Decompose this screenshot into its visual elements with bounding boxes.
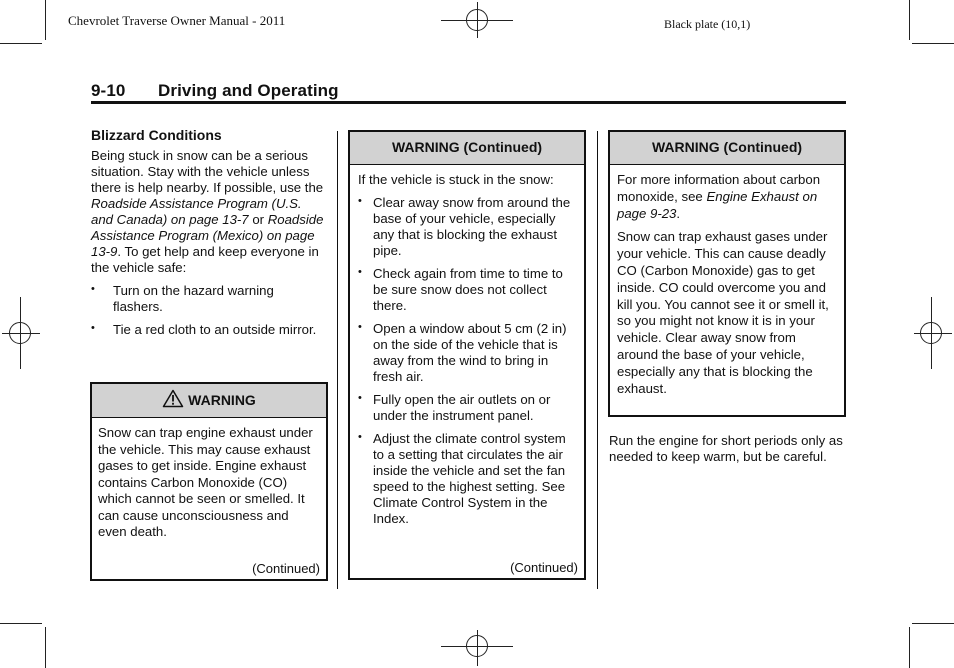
roadside-mexico-reference: Roadside Assistance Program (Mexico) on page 13-9 — [91, 212, 324, 259]
list-item: • Fully open the air outlets on or under the instrument panel. — [358, 392, 577, 424]
list-item: • Check again from time to time to be sure snow does not collect there. — [358, 266, 577, 314]
page-number: 9-10 — [91, 81, 126, 100]
list-item: • Tie a red cloth to an outside mirror. — [91, 322, 327, 338]
warning-title: WARNING — [188, 392, 256, 408]
column-1 — [91, 127, 327, 338]
warning-content — [610, 165, 844, 397]
intro-paragraph: Being stuck in snow can be a serious situation. Stay with the vehicle unless there is help nearby. If possible, use the Roadside Assistance Program (U.S. and Canada) on page 13-7 or Roadside Assistance Program (Mexico) on page 13-9. To get help and keep everyone in the vehicle safe: — [91, 148, 324, 275]
list-item: • Turn on the hazard warning flashers. — [91, 283, 327, 315]
warning-content — [350, 165, 584, 527]
section-title: Driving and Operating — [158, 81, 339, 100]
manual-title: Chevrolet Traverse Owner Manual - 2011 — [68, 13, 286, 28]
section-heading — [91, 81, 339, 101]
plate-label: Black plate (10,1) — [664, 17, 751, 31]
list-item: • Adjust the climate control system to a setting that circulates the air inside the vehicle and set the fan speed to the highest setting. See Climate Control System in the Index. — [358, 431, 577, 527]
continued-label: (Continued) — [510, 560, 578, 575]
list-item: • Open a window about 5 cm (2 in) on the side of the vehicle that is away from the wind to bring in fresh air. — [358, 321, 577, 385]
warning-box — [90, 382, 328, 581]
stuck-steps-list — [358, 195, 577, 527]
subsection-heading: Blizzard Conditions — [91, 127, 222, 143]
column-divider — [597, 131, 598, 589]
warning-text: Snow can trap engine exhaust under the vehicle. This may cause exhaust gases to get inside. Engine exhaust contains Carbon Monoxide (CO) which cannot be seen or smelled. It can cause unconsciousness and even death. — [98, 425, 313, 539]
column-divider — [337, 131, 338, 589]
warning-triangle-icon — [162, 387, 184, 420]
warning-header: WARNING (Continued) — [610, 132, 844, 165]
warning-header — [92, 384, 326, 418]
co-info-paragraph: For more information about carbon monoxide, see Engine Exhaust on page 9-23. — [617, 172, 821, 221]
warning-lead: If the vehicle is stuck in the snow: — [358, 172, 554, 187]
safety-list — [91, 283, 327, 338]
list-item: • Clear away snow from around the base of your vehicle, especially any that is blocking the exhaust pipe. — [358, 195, 577, 259]
warning-box-continued — [348, 130, 586, 580]
heading-rule — [91, 101, 846, 104]
warning-box-continued-2 — [608, 130, 846, 417]
continued-label: (Continued) — [252, 561, 320, 576]
engine-exhaust-reference: Engine Exhaust on page 9-23 — [617, 188, 818, 221]
warning-header: WARNING (Continued) — [350, 132, 584, 165]
roadside-us-reference: Roadside Assistance Program (U.S. and Canada) on page 13-7 — [91, 196, 302, 227]
co-danger-paragraph: Snow can trap exhaust gases under your vehicle. This can cause deadly CO (Carbon Monoxide) gas to get inside. CO could overcome you and kill you. You cannot see it or smell it, so you might not know it is in your vehicle. Clear away snow from around the base of your vehicle, especially any that is blocking the exhaust. — [617, 229, 829, 396]
closing-paragraph: Run the engine for short periods only as needed to keep warm, but be careful. — [609, 433, 843, 464]
